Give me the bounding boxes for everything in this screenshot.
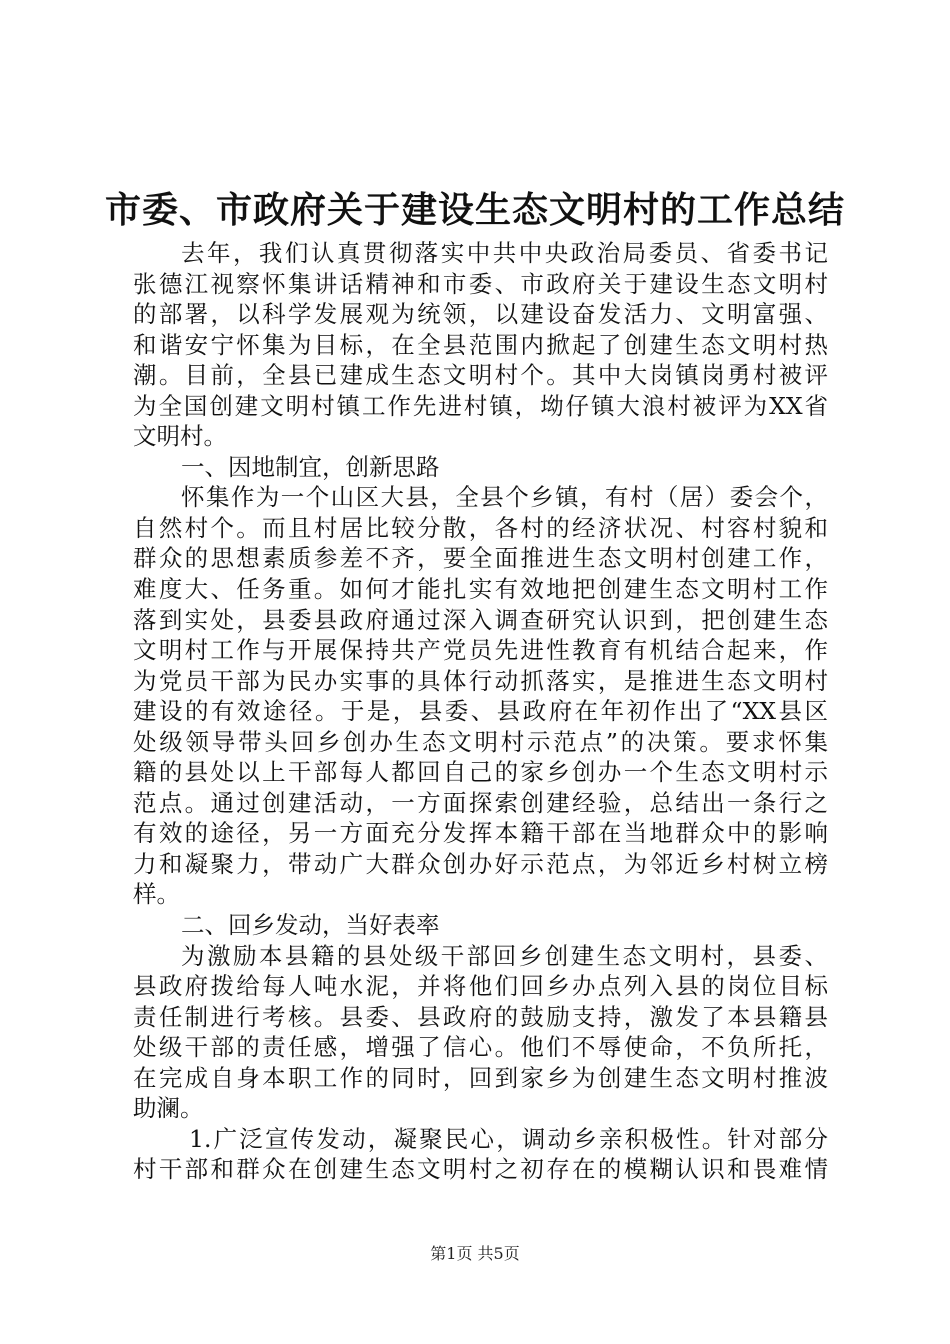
text-line: 一、因地制宜，创新思路 [181,452,440,481]
text-line: 县政府拨给每人吨水泥，并将他们回乡办点列入县的岗位目标 [133,972,828,1001]
text-line: 自然村个。而且村居比较分散，各村的经济状况、村容村貌和 [133,513,828,542]
text-line: 建设的有效途径。于是，县委、县政府在年初作出了“XX县区 [133,697,828,726]
text-line: 处级领导带头回乡创办生态文明村示范点”的决策。要求怀集 [133,727,828,756]
text-line: 和谐安宁怀集为目标，在全县范围内掀起了创建生态文明村热 [133,330,828,359]
text-line: 为党员干部为民办实事的具体行动抓落实，是推进生态文明村 [133,666,828,695]
text-line: 去年，我们认真贯彻落实中共中央政治局委员、省委书记 [181,239,828,267]
text-line: 样。 [133,880,180,909]
text-line: 难度大、任务重。如何才能扎实有效地把创建生态文明村工作 [133,575,828,604]
text-line: 文明村工作与开展保持共产党员先进性教育有机结合起来，作 [133,636,828,665]
text-line: 助澜。 [133,1094,204,1123]
text-line: 有效的途径，另一方面充分发挥本籍干部在当地群众中的影响 [133,819,828,848]
text-line: 籍的县处以上干部每人都回自己的家乡创办一个生态文明村示 [133,758,828,787]
text-line: 为激励本县籍的县处级干部回乡创建生态文明村，县委、 [181,941,828,970]
page-footer: 第1页 共5页 [430,1244,520,1263]
text-line: 怀集作为一个山区大县，全县个乡镇，有村（居）委会个， [181,483,828,512]
text-line: 的部署，以科学发展观为统领，以建设奋发活力、文明富强、 [133,300,828,329]
text-line: 力和凝聚力，带动广大群众创办好示范点，为邻近乡村树立榜 [133,849,828,878]
text-line: 二、回乡发动，当好表率 [181,911,440,940]
text-line: 处级干部的责任感，增强了信心。他们不辱使命，不负所托， [133,1033,828,1062]
document-title: 市委、市政府关于建设生态文明村的工作总结 [104,189,845,231]
text-line: 群众的思想素质参差不齐，要全面推进生态文明村创建工作， [133,544,828,573]
text-line: 范点。通过创建活动，一方面探索创建经验，总结出一条行之 [133,788,828,817]
document-body [133,238,828,1185]
text-line: 责任制进行考核。县委、县政府的鼓励支持，激发了本县籍县 [133,1002,828,1031]
text-line: 1.广泛宣传发动，凝聚民心，调动乡亲积极性。针对部分 [189,1124,828,1153]
text-line: 村干部和群众在创建生态文明村之初存在的模糊认识和畏难情 [133,1155,828,1184]
text-line: 文明村。 [133,422,227,451]
text-line: 落到实处，县委县政府通过深入调查研究认识到，把创建生态 [133,605,828,634]
text-line: 张德江视察怀集讲话精神和市委、市政府关于建设生态文明村 [133,269,828,298]
text-line: 在完成自身本职工作的同时，回到家乡为创建生态文明村推波 [133,1063,828,1092]
text-line: 为全国创建文明村镇工作先进村镇，坳仔镇大浪村被评为XX省 [133,391,828,420]
text-line: 潮。目前，全县已建成生态文明村个。其中大岗镇岗勇村被评 [133,361,828,390]
